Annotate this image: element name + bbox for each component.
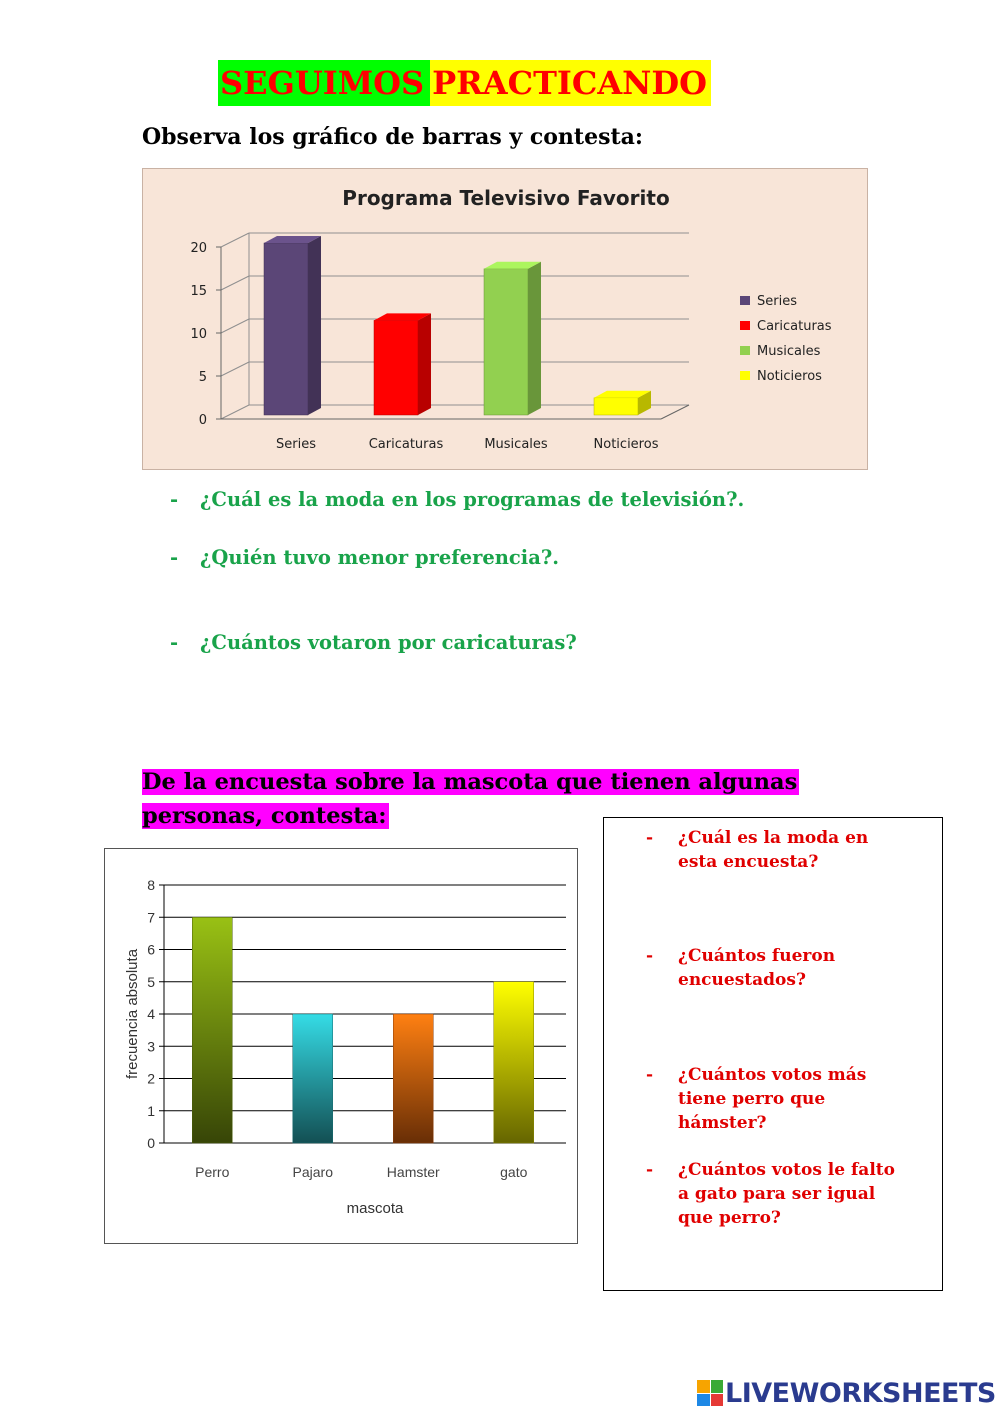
chart2-x-tick-label: gato xyxy=(500,1164,528,1180)
chart2-bar-pajaro xyxy=(293,1014,333,1143)
chart1-legend-swatch xyxy=(740,296,750,305)
pet-survey-chart xyxy=(104,848,578,1244)
bullet-dash: - xyxy=(646,1065,654,1085)
title-part-practicando: PRACTICANDO xyxy=(430,60,711,106)
chart1-bar-side-musicales xyxy=(528,262,541,415)
chart1-bar-musicales xyxy=(484,269,528,415)
chart2-x-axis-label: mascota xyxy=(346,1200,404,1217)
liveworksheets-logo-icon xyxy=(697,1380,723,1406)
chart1-legend-swatch xyxy=(740,346,750,355)
question-text: ¿Cuántos votos más tiene perro que hámster? xyxy=(678,1065,867,1133)
question-box-item-3 xyxy=(646,1063,906,1135)
chart1-legend-swatch xyxy=(740,371,750,380)
chart1-x-tick-label: Musicales xyxy=(484,437,548,452)
questions-box xyxy=(603,817,943,1291)
bullet-dash: - xyxy=(170,488,179,511)
chart1-legend-label: Noticieros xyxy=(757,369,822,384)
chart2-y-tick-label: 6 xyxy=(147,941,155,958)
liveworksheets-logo[interactable] xyxy=(697,1376,996,1410)
chart2-y-tick-label: 3 xyxy=(147,1038,155,1055)
chart1-x-tick-label: Caricaturas xyxy=(368,437,444,452)
chart2-bar-hamster xyxy=(393,1014,433,1143)
chart1-y-tick-label: 10 xyxy=(190,327,207,342)
chart2-x-tick-label: Pajaro xyxy=(292,1164,333,1180)
question-text: ¿Cuál es la moda en los programas de televisión?. xyxy=(200,488,745,511)
chart1-legend-label: Caricaturas xyxy=(757,319,832,334)
bullet-dash: - xyxy=(170,546,179,569)
chart1-title: Programa Televisivo Favorito xyxy=(342,186,670,210)
question-box-item-1 xyxy=(646,826,906,874)
logo-text: LIVEWORKSHEETS xyxy=(725,1377,996,1409)
chart1-legend-swatch xyxy=(740,321,750,330)
chart1-y-tick-label: 0 xyxy=(198,413,207,428)
chart1-bar-caricaturas xyxy=(374,320,418,415)
question-text: ¿Quién tuvo menor preferencia?. xyxy=(200,546,560,569)
chart1-x-tick-label: Noticieros xyxy=(593,437,659,452)
chart1-y-tick-label: 5 xyxy=(198,370,207,385)
chart2-y-tick-label: 8 xyxy=(147,877,155,893)
chart2-bar-perro xyxy=(192,917,232,1143)
question-text: ¿Cuántos fueron encuestados? xyxy=(678,946,836,990)
question-2-menor-preferencia xyxy=(170,546,559,569)
chart1-floor-edge xyxy=(661,405,689,419)
chart1-bar-noticieros xyxy=(594,398,638,415)
chart2-y-tick-label: 0 xyxy=(147,1135,155,1151)
chart2-y-tick-label: 5 xyxy=(147,973,155,990)
bullet-dash: - xyxy=(646,1160,654,1180)
chart1-depth-line xyxy=(221,276,249,290)
bullet-dash: - xyxy=(646,828,654,848)
chart1-y-tick-label: 15 xyxy=(190,284,207,299)
title-part-seguimos: SEGUIMOS xyxy=(218,60,430,106)
question-1-moda-tv xyxy=(170,488,744,511)
pet-survey-chart-svg xyxy=(105,849,579,1245)
chart2-bar-gato xyxy=(494,982,534,1143)
chart1-depth-line xyxy=(221,405,249,419)
question-text: ¿Cuál es la moda en esta encuesta? xyxy=(678,828,869,872)
chart2-y-tick-label: 2 xyxy=(147,1070,155,1087)
bullet-dash: - xyxy=(646,946,654,966)
page-title xyxy=(218,60,711,106)
tv-program-chart xyxy=(142,168,868,470)
section2-heading-line1: De la encuesta sobre la mascota que tienen algunas xyxy=(142,769,798,795)
question-text: ¿Cuántos votos le falto a gato para ser igual que perro? xyxy=(678,1160,895,1228)
chart1-bar-side-caricaturas xyxy=(418,313,431,415)
section2-heading-line2: personas, contesta: xyxy=(142,803,387,829)
tv-program-chart-svg xyxy=(143,169,869,471)
chart2-y-tick-label: 1 xyxy=(147,1102,155,1119)
chart2-x-tick-label: Hamster xyxy=(386,1164,440,1180)
chart2-y-tick-label: 7 xyxy=(147,909,155,926)
question-box-item-2 xyxy=(646,944,906,992)
instruction-chart1: Observa los gráfico de barras y contesta: xyxy=(142,124,643,150)
chart1-legend-label: Musicales xyxy=(757,344,821,359)
chart1-bar-side-series xyxy=(308,236,321,415)
chart1-x-tick-label: Series xyxy=(276,437,316,452)
chart1-y-tick-label: 20 xyxy=(190,241,207,256)
bullet-dash: - xyxy=(170,631,179,654)
chart1-depth-line xyxy=(221,233,249,247)
question-text: ¿Cuántos votaron por caricaturas? xyxy=(200,631,577,654)
chart1-depth-line xyxy=(221,319,249,333)
chart2-y-tick-label: 4 xyxy=(147,1006,155,1022)
question-3-caricaturas xyxy=(170,631,577,654)
chart2-x-tick-label: Perro xyxy=(195,1164,230,1180)
question-box-item-4 xyxy=(646,1158,906,1230)
chart1-bar-series xyxy=(264,243,308,415)
chart1-depth-line xyxy=(221,362,249,376)
chart2-y-axis-label: frecuencia absoluta xyxy=(124,948,141,1080)
chart1-legend-label: Series xyxy=(757,294,797,309)
